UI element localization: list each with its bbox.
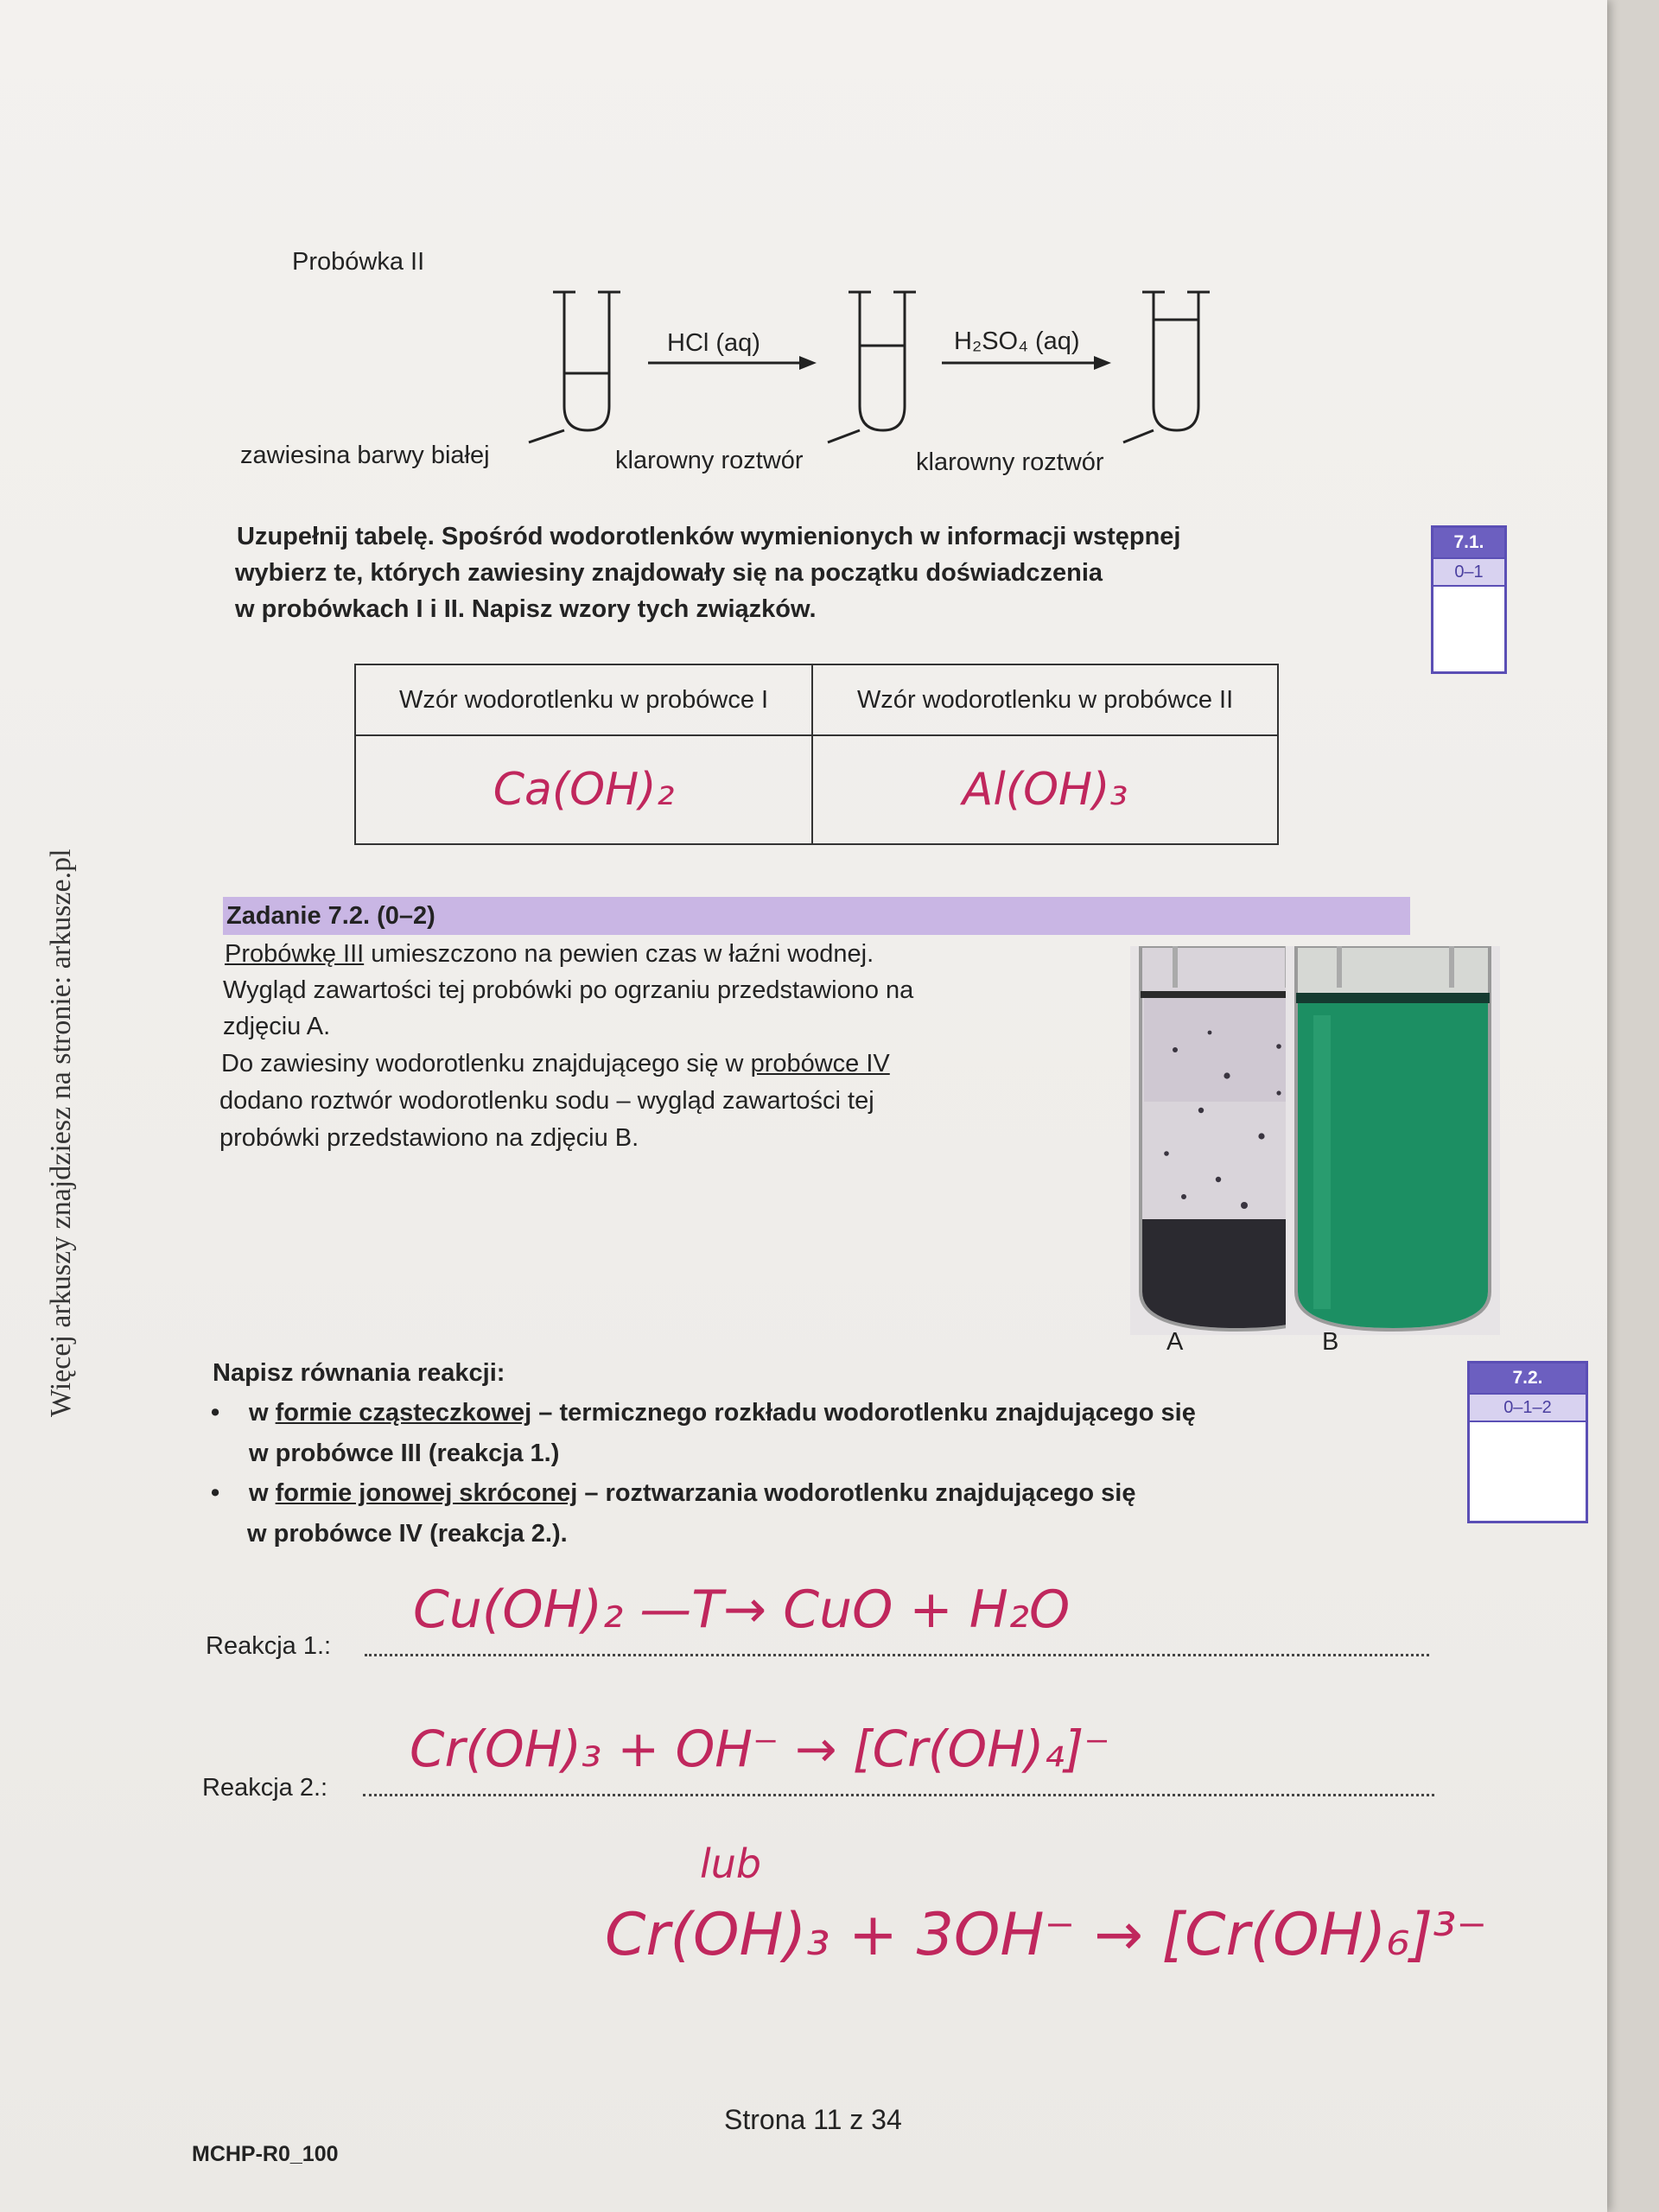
bullet2-underlined: formie jonowej skróconej xyxy=(275,1479,578,1507)
score-box-id: 7.1. xyxy=(1433,528,1504,557)
task71-instruction-line3: w probówkach I i II. Napisz wzory tych związków. xyxy=(235,595,817,623)
start-suspension-label: zawiesina barwy białej xyxy=(240,442,490,469)
score-box-7-2 xyxy=(1467,1361,1588,1523)
bullet-2 xyxy=(211,1475,1136,1511)
side-watermark-text: Więcej arkuszy znajdziesz na stronie: arkusze.pl xyxy=(45,849,77,1417)
exam-code: MCHP-R0_100 xyxy=(192,2142,339,2166)
photo-b-test-tube xyxy=(1262,946,1521,1335)
bullet-2-line2: w probówce IV (reakcja 2.). xyxy=(247,1520,568,1548)
bullet1-underlined: formie cząsteczkowej xyxy=(275,1399,532,1427)
task72-para-line6: probówki przedstawiono na zdjęciu B. xyxy=(219,1124,639,1152)
page-number: Strona 11 z 34 xyxy=(724,2104,902,2135)
task71-instruction-line2: wybierz te, których zawiesiny znajdowały się na początku doświadczenia xyxy=(235,559,1103,587)
reagent-hcl: HCl (aq) xyxy=(667,329,760,357)
reaction1-label: Reakcja 1.: xyxy=(206,1632,332,1660)
reaction1-answer-line[interactable] xyxy=(365,1654,1429,1656)
para-line4-pre: Do zawiesiny wodorotlenku znajdującego się w xyxy=(221,1050,751,1077)
or-word-handwritten: lub xyxy=(700,1840,762,1887)
task72-para-line5: dodano roztwór wodorotlenku sodu – wygląd zawartości tej xyxy=(219,1087,874,1115)
score-box-id: 7.2. xyxy=(1470,1363,1586,1393)
answer-cell-tube1[interactable] xyxy=(355,735,812,844)
bullet1-pre: w xyxy=(249,1399,276,1427)
score-box-7-1 xyxy=(1431,525,1507,674)
underlined-tube4: probówce IV xyxy=(750,1050,890,1077)
bullet-dot: • xyxy=(211,1399,220,1427)
task71-instruction-line1: Uzupełnij tabelę. Spośród wodorotlenków wymienionych w informacji wstępnej xyxy=(237,523,1181,550)
score-box-range: 0–1 xyxy=(1433,557,1504,587)
result2-label: klarowny roztwór xyxy=(916,448,1104,476)
reaction2-label: Reakcja 2.: xyxy=(202,1774,328,1802)
tube-label: Probówka II xyxy=(292,248,425,276)
photo-b-label: B xyxy=(1322,1328,1339,1356)
result1-label: klarowny roztwór xyxy=(615,447,804,474)
task72-para-line4 xyxy=(221,1046,890,1082)
bullet2-rest: – roztwarzania wodorotlenku znajdującego się xyxy=(577,1479,1136,1507)
answer-table xyxy=(354,664,1279,845)
bullet2-pre: w xyxy=(249,1479,276,1507)
table-header-tube1: Wzór wodorotlenku w probówce I xyxy=(355,664,812,735)
task72-para-line3: zdjęciu A. xyxy=(223,1013,331,1040)
bullet-1 xyxy=(211,1395,1196,1431)
para-line1-rest: umieszczono na pewien czas w łaźni wodnej. xyxy=(364,940,874,968)
task72-para-line2: Wygląd zawartości tej probówki po ogrzaniu przedstawiono na xyxy=(223,976,914,1004)
bullet-1-line2: w probówce III (reakcja 1.) xyxy=(249,1440,560,1467)
score-box-field xyxy=(1433,587,1504,671)
reaction1-handwritten: Cu(OH)₂ —T→ CuO + H₂O xyxy=(413,1580,1071,1640)
bullet1-rest: – termicznego rozkładu wodorotlenku znajdującego się xyxy=(531,1399,1196,1427)
underlined-tube3: Probówkę III xyxy=(225,940,365,968)
answer-cell-tube2[interactable] xyxy=(812,735,1278,844)
task72-instruction: Napisz równania reakcji: xyxy=(213,1359,505,1387)
task72-para-line1 xyxy=(225,936,874,972)
score-box-field xyxy=(1470,1422,1586,1519)
table-header-tube2: Wzór wodorotlenku w probówce II xyxy=(812,664,1278,735)
photo-a-label: A xyxy=(1166,1328,1184,1356)
reaction2-handwritten: Cr(OH)₃ + OH⁻ → [Cr(OH)₄]⁻ xyxy=(410,1719,1110,1778)
task72-heading: Zadanie 7.2. (0–2) xyxy=(223,897,1410,935)
bullet-dot: • xyxy=(211,1479,220,1507)
handwritten-answer-2: Al(OH)₃ xyxy=(962,764,1128,816)
reaction2-answer-line[interactable] xyxy=(363,1794,1434,1796)
reagent-h2so4: H₂SO₄ (aq) xyxy=(954,327,1080,355)
reaction2-alternative-handwritten: Cr(OH)₃ + 3OH⁻ → [Cr(OH)₆]³⁻ xyxy=(605,1901,1488,1969)
handwritten-answer-1: Ca(OH)₂ xyxy=(493,764,675,816)
score-box-range: 0–1–2 xyxy=(1470,1393,1586,1422)
test-tube-drawing xyxy=(0,0,1262,484)
